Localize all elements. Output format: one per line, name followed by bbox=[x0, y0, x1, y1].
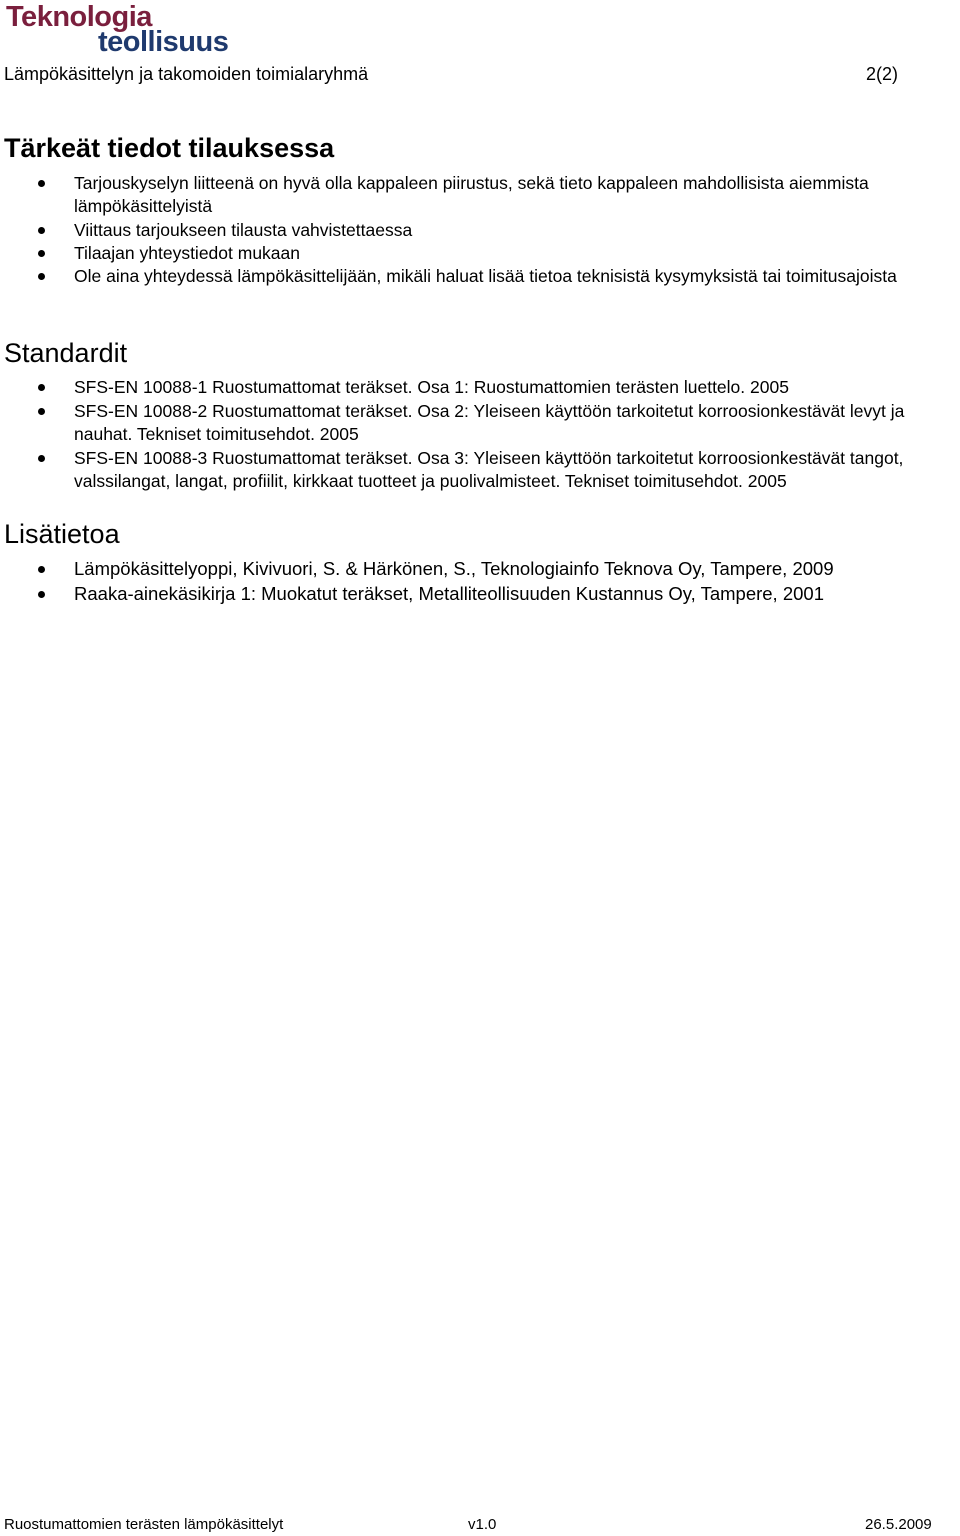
footer-version: v1.0 bbox=[468, 1516, 497, 1533]
bullet-icon bbox=[38, 227, 45, 234]
list-item-text: Ole aina yhteydessä lämpökäsittelijään, mikäli haluat lisää tietoa teknisistä kysymyksistä tai toimitusajoista bbox=[74, 266, 897, 287]
list-item bbox=[0, 557, 960, 582]
list-item bbox=[0, 242, 960, 265]
list-item bbox=[0, 582, 960, 607]
section-heading-standards: Standardit bbox=[4, 338, 128, 368]
bullet-icon bbox=[38, 384, 45, 391]
bullet-icon bbox=[38, 591, 45, 598]
document-header-title: Lämpökäsittelyn ja takomoiden toimialaryhmä bbox=[4, 64, 369, 84]
list-item bbox=[0, 400, 960, 447]
bullet-icon bbox=[38, 566, 45, 573]
footer-document-title: Ruostumattomien terästen lämpökäsittelyt bbox=[4, 1516, 284, 1533]
bullet-icon bbox=[38, 408, 45, 415]
bullet-icon bbox=[38, 250, 45, 257]
section-heading-important: Tärkeät tiedot tilauksessa bbox=[4, 133, 335, 163]
footer-date: 26.5.2009 bbox=[865, 1516, 932, 1533]
important-list bbox=[0, 172, 960, 288]
list-item-text: Lämpökäsittelyoppi, Kivivuori, S. & Härkönen, S., Teknologiainfo Teknova Oy, Tampere, 2009 bbox=[74, 558, 834, 579]
logo-line2: teollisuus bbox=[98, 26, 229, 58]
more-info-list bbox=[0, 557, 960, 606]
teknologiateollisuus-logo bbox=[6, 2, 256, 56]
list-item bbox=[0, 265, 960, 288]
bullet-icon bbox=[38, 455, 45, 462]
list-item-text: SFS-EN 10088-1 Ruostumattomat teräkset. Osa 1: Ruostumattomien terästen luettelo. 2005 bbox=[74, 377, 789, 397]
list-item bbox=[0, 447, 960, 494]
list-item bbox=[0, 172, 960, 219]
standards-list bbox=[0, 376, 960, 494]
logo-line1: Teknologia bbox=[6, 1, 152, 33]
list-item-text: Tilaajan yhteystiedot mukaan bbox=[74, 242, 301, 263]
list-item-text: Viittaus tarjoukseen tilausta vahvistettaessa bbox=[74, 219, 413, 240]
list-item bbox=[0, 376, 960, 400]
list-item-text: SFS-EN 10088-2 Ruostumattomat teräkset. Osa 2: Yleiseen käyttöön tarkoitetut korroosionkestävät levyt ja nauhat. Tekniset toimitusehdot. 2005 bbox=[74, 400, 905, 444]
bullet-icon bbox=[38, 273, 45, 280]
list-item-text: Raaka-ainekäsikirja 1: Muokatut teräkset, Metalliteollisuuden Kustannus Oy, Tampere, 2001 bbox=[74, 582, 824, 604]
section-heading-more-info: Lisätietoa bbox=[4, 519, 120, 549]
bullet-icon bbox=[38, 180, 45, 187]
page-number: 2(2) bbox=[866, 64, 899, 84]
list-item-text: Tarjouskyselyn liitteenä on hyvä olla kappaleen piirustus, sekä tieto kappaleen mahdollisista aiemmista lämpökäsittelyistä bbox=[74, 173, 869, 217]
list-item-text: SFS-EN 10088-3 Ruostumattomat teräkset. Osa 3: Yleiseen käyttöön tarkoitetut korroosionkestävät tangot, valssilangat, langat, profiilit, kirkkaat tuotteet ja puolivalmisteet. Tekniset toimitusehdot. 2005 bbox=[74, 447, 904, 491]
list-item bbox=[0, 219, 960, 242]
